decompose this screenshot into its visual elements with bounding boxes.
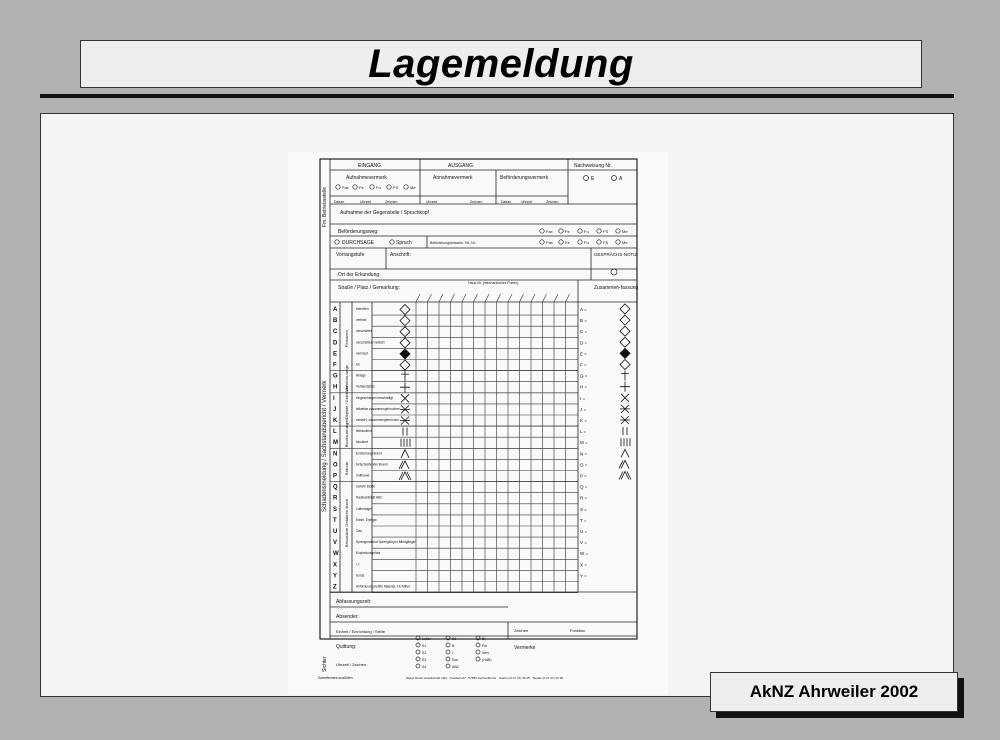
befoerderungsweg-channel-fu: Fu [584,229,589,234]
row-item-a: betroffen [356,307,369,311]
funktion-label: Funktion [570,628,586,633]
zeichen-label: Zeichen [514,628,529,633]
sichter-option-7: I [452,651,453,655]
sichter-option-11: Fm [482,644,488,648]
einheit-label: Einheit / Einrichtung / Stelle [336,629,385,634]
row-item-m: blockiert [356,440,368,445]
anschrift-label: Anschrift: [390,252,411,258]
form-footer-text: Weiss Druck Gesellschaft mbH · Postfach 67 · 57589 Gerhardthöhe · Telefon (0 27 47) 30 35 · Telefax (0 27 47) 26 38 [406,676,563,680]
zusammen-symbol-7 [620,382,630,392]
row-item-u: Gas [356,529,362,533]
zusammen-symbol-10 [620,416,630,424]
row-item-n: Entstehungsbrand [356,451,382,456]
group-label-3: Blocka-ierungen [344,418,349,448]
gespraechsnotiz-label: GESPRÄCHS-NOTIZ [594,252,638,257]
option-e-radio[interactable] [584,176,589,181]
zutreffendes-label: Zutreffendes ausfüllen [318,676,353,680]
row-item-h: Verbandplatz [356,384,375,389]
row-item-v: Sprengmaterial Sprengkörper Blindgänger [356,540,416,545]
zusammen-entry-11: L = [580,429,587,435]
zusammen-symbol-8 [621,394,629,402]
aufnahme-label: Aufnahme der Gegenstelle / Spruchkopf [340,210,429,216]
zusammen-entry-13: N = [580,451,588,457]
row-item-o: fortschreitender Brand [356,462,388,467]
durchsage-radio-fe[interactable] [559,240,563,244]
credit-box [710,672,958,712]
credit-text: AkNZ Ahrweiler 2002 [749,682,919,701]
grid-column-tick [462,294,466,302]
befoerderungsweg-channel-fax: Fax [546,229,553,234]
sichter-option-12: Vers [482,651,490,655]
zusammen-entry-17: R = [580,495,588,501]
group-label-1: Verkehrs-wege [344,365,349,392]
row-symbol-j [400,405,410,413]
row-symbol-f [400,360,410,370]
row-letter-v: V [333,540,338,547]
side-label-betriebsstelle: Fm. Betriebsstelle [322,186,328,227]
row-item-j: teilweise zusammengebrochen [356,406,400,411]
slide-title: Lagemeldung [368,41,634,86]
channel-radio-fax[interactable] [336,185,340,189]
row-letter-q: Q [333,484,338,491]
zusammen-entry-0: A = [580,307,587,312]
row-letter-n: N [333,451,338,458]
durchsage-radio-me[interactable] [616,240,620,244]
befoerderungsweg-radio-fs[interactable] [597,229,601,233]
zusammen-symbol-12 [621,438,630,446]
sichter-radio-2[interactable] [416,650,420,654]
durchsage-radio-fs[interactable] [597,240,601,244]
sichter-radio-1[interactable] [416,643,420,647]
zusammen-symbol-11 [623,427,627,435]
row-letter-u: U [333,529,338,535]
row-symbol-e [400,349,410,359]
row-item-z: Anforderung Kräfte Material, FE-Mittel [356,584,410,589]
header-nachweisung: Nachweisung Nr. [574,163,612,169]
zusammen-entry-12: M = [580,440,588,446]
row-symbol-k [400,417,410,425]
row-item-s: Luftmangel [356,506,372,511]
row-letter-y: Y [333,573,338,580]
row-letter-r: R [333,495,338,502]
channel-label-fe: Fe [359,185,364,190]
header-footcell-5: Datum [501,200,512,204]
row-letter-o: O [333,462,338,469]
spruch-radio[interactable] [390,240,394,244]
zusammen-symbol-5 [620,360,630,370]
grid-column-tick [554,294,558,302]
grid-column-tick [520,294,524,302]
durchsage-channel-me: Me [622,240,628,245]
hausnr-label: Haus-Nr. (mechanisches Pulver) [468,281,519,285]
zusammen-entry-20: U = [580,529,588,534]
sichter-option-10: Bt [482,637,486,641]
row-letter-k: K [333,418,338,424]
zusammen-symbol-13 [621,449,629,457]
row-item-b: verletzt [356,318,367,323]
grid-column-tick [451,294,455,302]
uhrzeit-zeichen-label: Uhrzeit / Zeichen [336,662,367,667]
vermerke-label: Vermerke [514,645,536,651]
row-symbol-b [400,316,410,326]
row-item-p: Vollbrand [356,473,370,478]
header-ausgang: AUSGANG [448,163,474,169]
zusammen-entry-18: S = [580,506,587,512]
row-symbol-n [401,450,409,458]
zusammen-entry-24: Y = [580,573,587,579]
channel-label-fs: FS [393,185,399,190]
sichter-radio-12[interactable] [476,650,480,654]
durchsage-radio-fax[interactable] [540,240,544,244]
row-item-x: I.? [356,562,360,567]
title-box [80,40,922,88]
zusammen-symbol-6 [621,371,629,381]
sichter-radio-13[interactable] [476,657,480,661]
grid-column-tick [485,294,489,302]
row-symbol-i [401,394,409,402]
spruch-label: Spruch [396,240,412,246]
row-symbol-m [401,439,410,447]
row-item-f: tot [356,362,360,367]
sichter-option-6: B [452,644,455,648]
row-symbol-l [403,428,407,436]
row-symbol-g [401,371,409,381]
side-label-sichter: Sichter [322,656,328,672]
row-letter-l: L [333,429,337,436]
row-symbol-p [399,472,411,480]
row-letter-b: B [333,318,338,325]
zusammen-symbol-0 [620,304,630,314]
row-letter-g: G [333,373,338,380]
absender-label: Absender: [336,614,359,620]
zusammenfassung-label: Zusammen-fassung [594,285,639,291]
befoerderungsweg-radio-fe[interactable] [559,229,563,233]
header-annahmevermerk: Annahmevermerk [433,175,473,181]
befoerderungsweg-radio-fu[interactable] [578,229,582,233]
vorrangstufe-label: Vorrangstufe [336,252,365,258]
sichter-option-9: ABC [452,665,460,669]
zusammen-entry-15: P = [580,473,587,479]
group-label-2: Objekte / Gebäude [344,385,349,420]
befoerderungsweg-label: Beförderungsweg: [338,229,379,235]
sichter-radio-3[interactable] [416,657,420,661]
group-label-0: Personen [344,330,349,348]
grid-column-tick [531,294,535,302]
channel-label-fu: Fu [376,185,381,190]
zusammen-symbol-3 [620,337,630,347]
row-item-w: Explosionsgefahr [356,551,381,556]
befoerderungsweg-radio-me[interactable] [616,229,620,233]
grid-column-tick [497,294,501,302]
row-symbol-d [400,338,410,348]
zusammen-symbol-15 [619,472,631,480]
channel-radio-fe[interactable] [353,185,357,189]
row-item-g: Ablage [356,373,366,378]
zusammen-entry-3: D = [580,340,588,346]
zusammen-entry-4: E = [580,351,587,357]
sichter-option-8: Son [452,658,459,662]
row-item-i: eingeschlagen beschädigt [356,395,393,400]
zusammen-entry-1: B = [580,318,587,324]
option-e-label: E [591,176,595,182]
durchsage-radio[interactable] [335,240,339,244]
zusammen-entry-5: F = [580,362,587,368]
row-letter-s: S [333,506,338,513]
header-footcell-3: Uhrzeit [426,200,438,204]
grid-column-tick [439,294,443,302]
sichter-radio-6[interactable] [446,643,450,647]
header-footcell-1: Uhrzeit [360,200,372,204]
row-symbol-c [400,327,410,337]
header-footcell-4: Zeichen [470,200,483,204]
zusammen-symbol-2 [620,326,630,336]
sichter-radio-9[interactable] [446,664,450,668]
header-footcell-6: Uhrzeit [521,200,533,204]
durchsage-channel-fax: Fax [546,240,553,245]
row-letter-j: J [333,406,337,413]
row-item-d: verschüttet / verletzt [356,340,385,345]
sichter-radio-7[interactable] [446,650,450,654]
zusammen-symbol-14 [619,460,629,468]
header-befoerderungsvermerk: Beförderungsvermerk [500,175,549,181]
grid-column-tick [474,294,478,302]
row-symbol-h [400,382,410,392]
befoerderungsweg-channel-fe: Fe [565,229,570,234]
row-item-q: Gefahr Stoffe [356,484,375,489]
zusammen-entry-8: I = [580,395,586,401]
channel-radio-me[interactable] [404,185,408,189]
row-letter-h: H [333,384,338,391]
zusammen-entry-22: W = [580,551,589,557]
row-letter-w: W [333,551,339,558]
durchsage-channel-fu: Fu [584,240,589,245]
header-eingang: EINGANG [358,163,382,169]
row-item-r: Radioaktivität ABC [356,495,383,500]
group-label-4: Brände [344,462,349,475]
row-letter-e: E [333,351,338,358]
sichter-option-13: (HAB) [482,658,492,662]
channel-label-fax: Fax [342,185,349,190]
abfassungszeit-label: Abfassungszeit: [336,599,372,605]
sichter-radio-11[interactable] [476,643,480,647]
zusammen-entry-19: T = [580,517,587,523]
row-letter-i: I [333,395,335,402]
form-sheet [288,152,668,694]
grid-column-tick [543,294,547,302]
row-item-e: vermisst [356,351,368,356]
zusammen-entry-14: O = [580,462,588,468]
row-letter-x: X [333,562,338,569]
header-footcell-7: Zeichen [546,200,559,204]
quittung-label: Quittung: [336,644,357,650]
row-item-t: Elektr. Energie [356,517,377,522]
row-item-l: teilblockiert [356,429,372,434]
zusammen-entry-9: J = [580,406,587,412]
form-drawing [288,152,668,694]
header-footcell-2: Zeichen [385,200,398,204]
zusammen-entry-16: Q = [580,484,588,490]
row-letter-d: D [333,340,338,347]
durchsage-label: DURCHSAGE [342,240,374,246]
befoerderungsweg-channel-me: Me [622,229,628,234]
row-symbol-a [400,305,410,315]
zusammen-entry-10: K = [580,418,587,423]
sichter-option-4: S4 [422,665,427,669]
befoerderung-tel-label: Beförderungshinweis: Tel.-Nr.: [430,241,477,245]
row-letter-z: Z [333,584,337,591]
grid-column-tick [428,294,432,302]
ort-label: Ort der Erkundung: [338,272,381,278]
sichter-option-5: S6 [452,637,457,641]
gespraechsnotiz-radio[interactable] [611,269,617,275]
channel-label-me: Me [410,185,416,190]
sichter-option-2: S2 [422,651,427,655]
zusammen-symbol-4 [620,348,630,358]
sichter-radio-4[interactable] [416,664,420,668]
sichter-option-3: S3 [422,658,427,662]
zusammen-entry-21: V = [580,540,587,546]
strasse-label: Straße / Platz / Gemarkung: [338,285,400,291]
row-item-c: verschüttet [356,329,372,334]
zusammen-entry-6: G = [580,373,588,379]
header-aufnahmevermerk: Aufnahmevermerk [346,175,387,181]
befoerderungsweg-channel-fs: FS [603,229,609,234]
side-label-schadensmeldung: Schadensmeldung / Sachstandsbericht / Vermerk [322,380,328,512]
row-letter-a: A [333,307,338,313]
zusammen-symbol-9 [620,405,630,413]
channel-radio-fu[interactable] [370,185,374,189]
row-item-y: Sonst. [356,573,366,578]
option-a-radio[interactable] [612,176,617,181]
header-footcell-0: Datum [334,200,345,204]
row-item-k: zerstört, zusammengebrochen [356,418,400,422]
row-symbol-o [399,461,409,469]
durchsage-radio-fu[interactable] [578,240,582,244]
grid-column-tick [508,294,512,302]
zusammen-entry-23: X = [580,562,587,568]
durchsage-channel-fs: FS [603,240,609,245]
durchsage-channel-fe: Fe [565,240,570,245]
befoerderungsweg-radio-fax[interactable] [540,229,544,233]
title-rule [40,94,954,98]
group-label-5: Besondere Gefahren durch [344,498,349,548]
channel-radio-fs[interactable] [387,185,391,189]
row-letter-p: P [333,473,338,480]
row-letter-m: M [333,440,338,447]
sichter-radio-8[interactable] [446,657,450,661]
sichter-option-0: Leiter [422,637,431,641]
zusammen-entry-2: C = [580,329,588,335]
row-letter-t: T [333,517,337,524]
option-a-label: A [619,176,623,182]
row-letter-c: C [333,329,338,336]
zusammen-entry-7: H = [580,384,588,390]
grid-column-tick [416,294,420,302]
zusammen-symbol-1 [620,315,630,325]
sichter-option-1: S1 [422,644,427,648]
grid-column-tick [566,294,570,302]
row-letter-f: F [333,362,337,369]
form-rows [318,163,638,680]
